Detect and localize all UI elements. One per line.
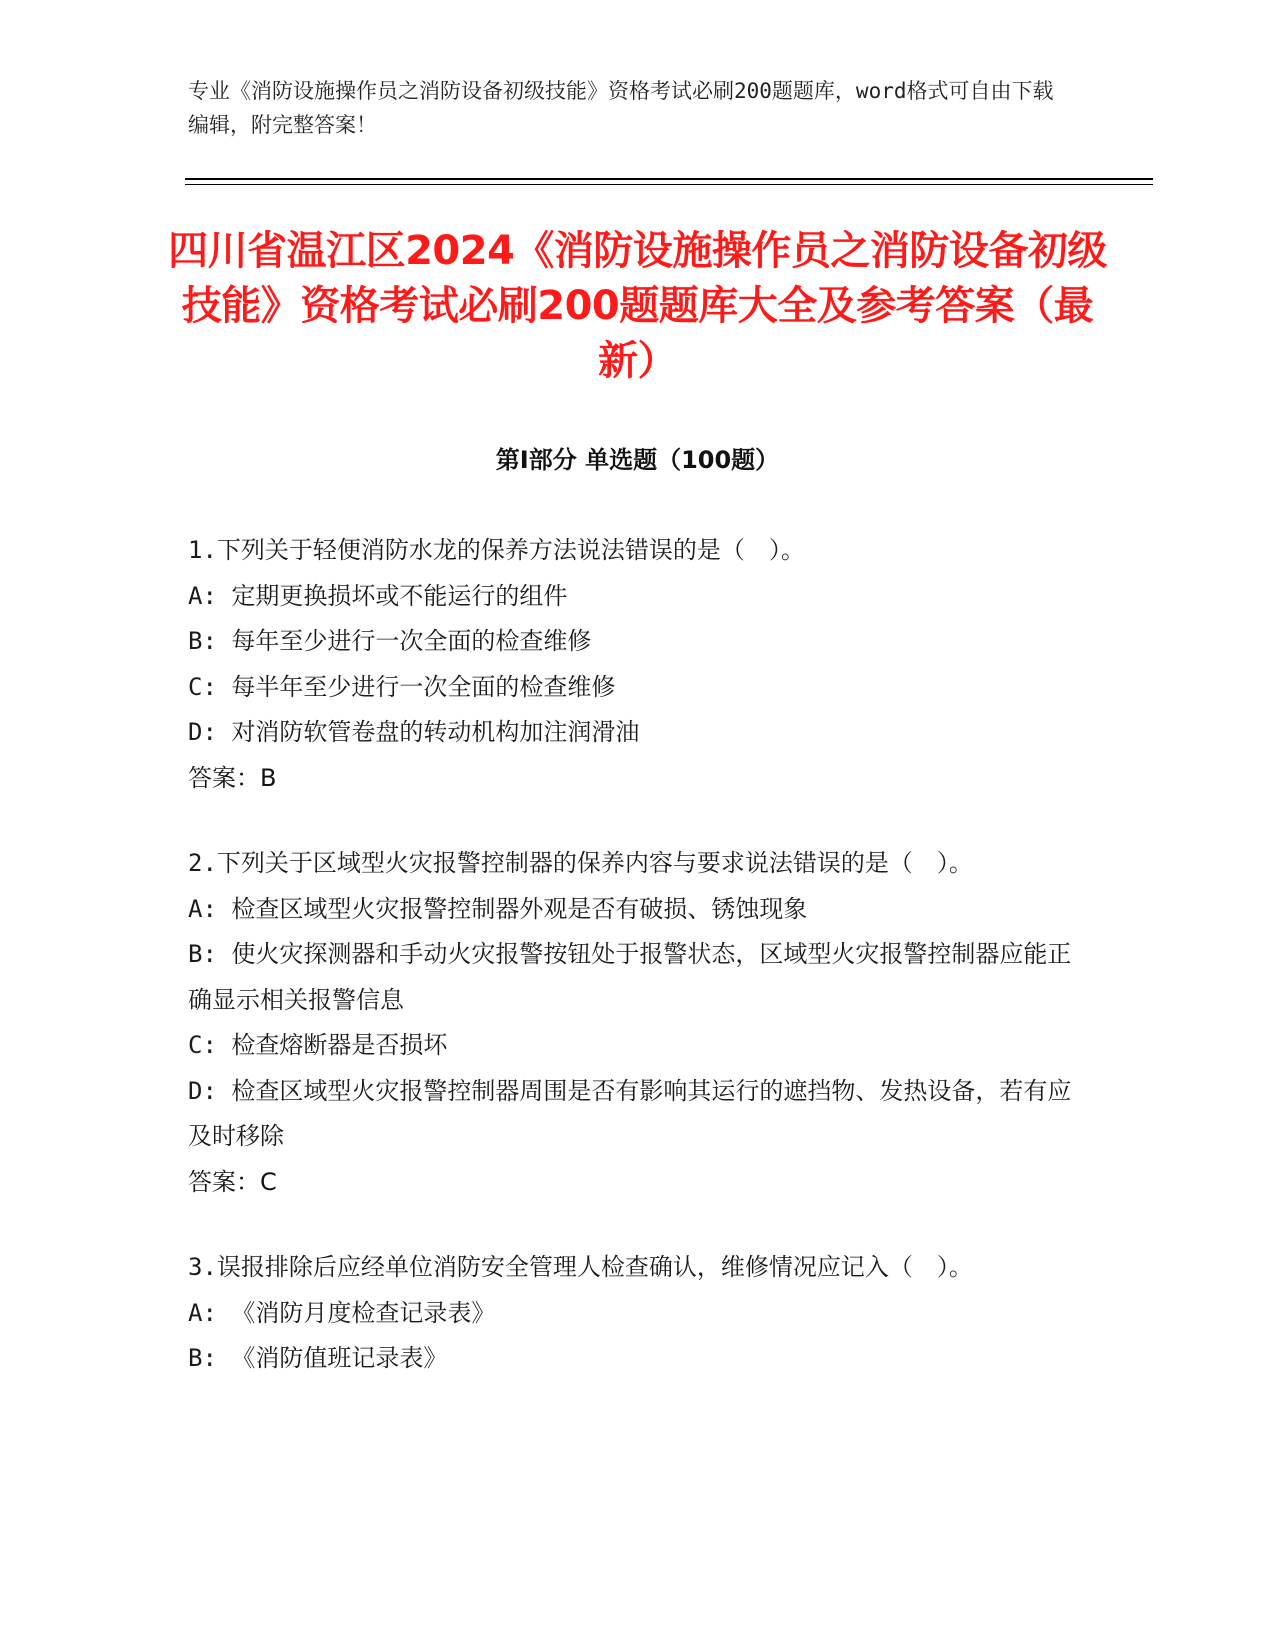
question-list xyxy=(188,528,1078,1422)
option-a: A: 《消防月度检查记录表》 xyxy=(188,1298,496,1327)
option-b: B: 每年至少进行一次全面的检查维修 xyxy=(188,627,592,655)
option-a: A: 检查区域型火灾报警控制器外观是否有破损、锈蚀现象 xyxy=(188,894,808,923)
answer: 答案：C xyxy=(188,1167,277,1196)
question-stem: 3.误报排除后应经单位消防安全管理人检查确认，维修情况应记入（ ）。 xyxy=(188,1253,973,1281)
option-d: D: 对消防软管卷盘的转动机构加注润滑油 xyxy=(188,718,640,746)
header-divider-thick xyxy=(185,178,1153,180)
header-note: 专业《消防设施操作员之消防设备初级技能》资格考试必刷200题题库，word格式可自由下载编辑，附完整答案！ xyxy=(188,79,1054,137)
section-heading: 第I部分 单选题（100题） xyxy=(495,446,780,474)
option-d: D: 检查区域型火灾报警控制器周围是否有影响其运行的遮挡物、发热设备，若有应及时移除 xyxy=(188,1076,1072,1150)
option-c: C: 每半年至少进行一次全面的检查维修 xyxy=(188,672,616,701)
option-c: C: 检查熔断器是否损坏 xyxy=(188,1031,448,1059)
option-a: A: 定期更换损坏或不能运行的组件 xyxy=(188,581,568,610)
header-divider-thin xyxy=(185,184,1153,185)
document-title: 四川省温江区2024《消防设施操作员之消防设备初级技能》资格考试必刷200题题库大全及参考答案（最新） xyxy=(168,228,1107,384)
question-item xyxy=(188,528,1078,801)
question-item xyxy=(188,841,1078,1205)
option-b: B: 使火灾探测器和手动火灾报警按钮处于报警状态，区域型火灾报警控制器应能正确显示相关报警信息 xyxy=(188,940,1072,1014)
question-stem: 2.下列关于区域型火灾报警控制器的保养内容与要求说法错误的是（ ）。 xyxy=(188,849,973,877)
question-item xyxy=(188,1245,1078,1382)
question-stem: 1.下列关于轻便消防水龙的保养方法说法错误的是（ ）。 xyxy=(188,536,805,564)
option-b: B: 《消防值班记录表》 xyxy=(188,1344,448,1372)
answer: 答案：B xyxy=(188,763,277,792)
